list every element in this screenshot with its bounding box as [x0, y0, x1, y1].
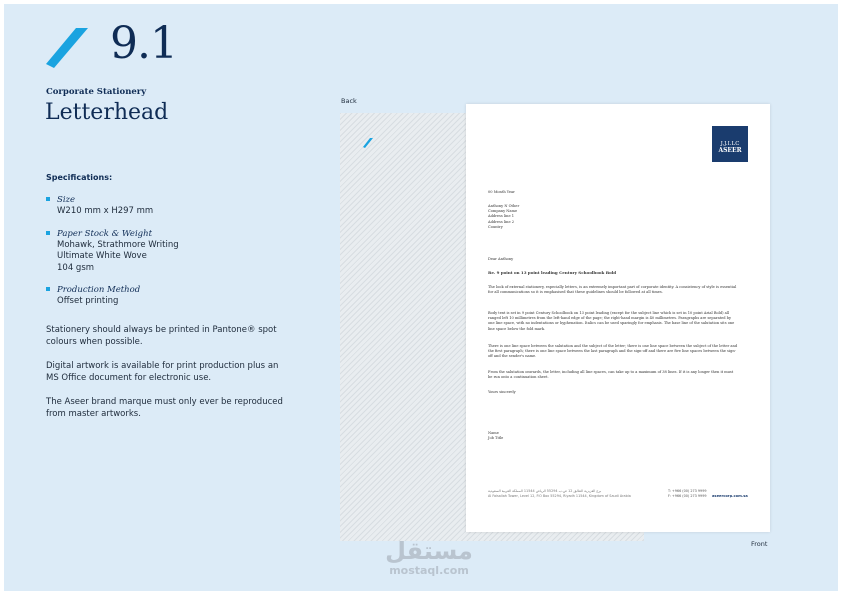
- bullet-icon: [46, 231, 50, 235]
- letter-paragraph: The look of external stationery, especially letters, is an extremely important part of corporate identity. A consistency of style is essential for all communications so it is emphasised that these guidelines should be followed at all times.: [488, 285, 737, 295]
- spec-label: Paper Stock & Weight: [57, 228, 153, 239]
- mostaql-watermark: [374, 537, 484, 577]
- letter-paragraph: Body text is set in 9 point Century Schoolbook on 13 point leading (except for the subject line which is set in 10 point Arial Bold) all ranged left 10 millimetres from the left-hand edge of the page; the right-hand margin is 40 millimetres. Paragraphs are separated by one line space, with no indentations or hyphenation. Italics can be used sparingly for emphasis. The base line of the salutation sits one line space below the fold mark.: [488, 311, 735, 331]
- letter-salutation: Dear Anthony: [488, 257, 514, 261]
- page-title: Letterhead: [45, 100, 169, 125]
- logo-text-bottom: ASEER: [718, 147, 742, 154]
- letter-paragraph: There is one line space between the salutation and the subject of the letter; there is one line space between the subject of the letter and the first paragraph; there is one line space between the last paragraph and the sign-off and there are five line spaces between the sign-off and the sender's name.: [488, 344, 738, 359]
- letter-footer-address: [488, 489, 668, 499]
- footer-fax: F: +966 (00) 273 9999: [668, 494, 707, 498]
- letter-job-title: Job Title: [488, 436, 504, 440]
- spec-label: Size: [57, 195, 76, 205]
- watermark-latin: mostaql.com: [389, 564, 469, 577]
- letter-address: [488, 204, 738, 230]
- letter-paragraph: From the salutation onwards, the letter, including all line spaces, can take up to a maximum of 38 lines. If it is any longer then it must be run onto a continuation sheet.: [488, 370, 734, 380]
- brand-marque-note: The Aseer brand marque must only ever be reproduced from master artworks.: [46, 397, 283, 419]
- spec-value: Offset printing: [57, 296, 119, 306]
- logo-text-top: J.J.I.LC: [720, 141, 740, 147]
- watermark-arabic: مستقل: [385, 537, 473, 565]
- section-number: 9.1: [110, 18, 177, 69]
- letter-footer-contact: [668, 489, 713, 499]
- specifications-list: [46, 194, 286, 318]
- aseer-slash-icon: [362, 137, 374, 149]
- letter-sender-name: Name: [488, 431, 499, 435]
- front-label: Front: [751, 540, 768, 548]
- footer-arabic-address: برج العزيزية الطابق 12 ص.ب 55294 الرياض 11544 المملكة العربية السعودية: [488, 489, 602, 493]
- section-kicker: Corporate Stationery: [46, 87, 147, 97]
- address-line: Address line 2: [488, 219, 515, 224]
- page-background: [4, 4, 838, 591]
- bullet-icon: [46, 197, 50, 201]
- bullet-icon: [46, 287, 50, 291]
- address-line: Anthony N Other: [488, 204, 520, 208]
- pantone-note: Stationery should always be printed in Pantone® spot colours when possible.: [46, 325, 277, 347]
- address-line: Company Name: [488, 209, 518, 214]
- letter-footer-website: aseercorp.com.sa: [712, 494, 748, 498]
- letter-signoff: Yours sincerely: [488, 390, 516, 394]
- address-line: Country: [488, 224, 503, 229]
- aseer-logo: [712, 126, 748, 162]
- letter-date: 00 Month Year: [488, 190, 515, 194]
- letterhead-front: [466, 104, 770, 532]
- footer-english-address: Al Faisaliah Tower, Level 12, P.O Box 55294, Riyadh 11544, Kingdom of Saudi Arabia: [488, 494, 631, 498]
- spec-item-production-method: [46, 284, 286, 308]
- aseer-slash-icon: [42, 26, 90, 72]
- address-line: Address line 1: [488, 214, 515, 219]
- digital-artwork-note: Digital artwork is available for print production plus an MS Office document for electronic use.: [46, 361, 279, 383]
- specifications-heading: Specifications:: [46, 173, 113, 182]
- spec-value: W210 mm x H297 mm: [57, 206, 154, 216]
- spec-item-paper-stock: [46, 228, 286, 275]
- letter-subject: Re. 9 point on 13 point leading Century Schoolbook Bold: [488, 270, 617, 275]
- spec-label: Production Method: [57, 285, 141, 295]
- footer-telephone: T: +966 (00) 273 9999: [668, 489, 707, 493]
- spec-value: Mohawk, Strathmore Writing Ultimate White Wove 104 gsm: [57, 239, 179, 273]
- back-label: Back: [341, 97, 357, 105]
- spec-item-size: [46, 194, 286, 218]
